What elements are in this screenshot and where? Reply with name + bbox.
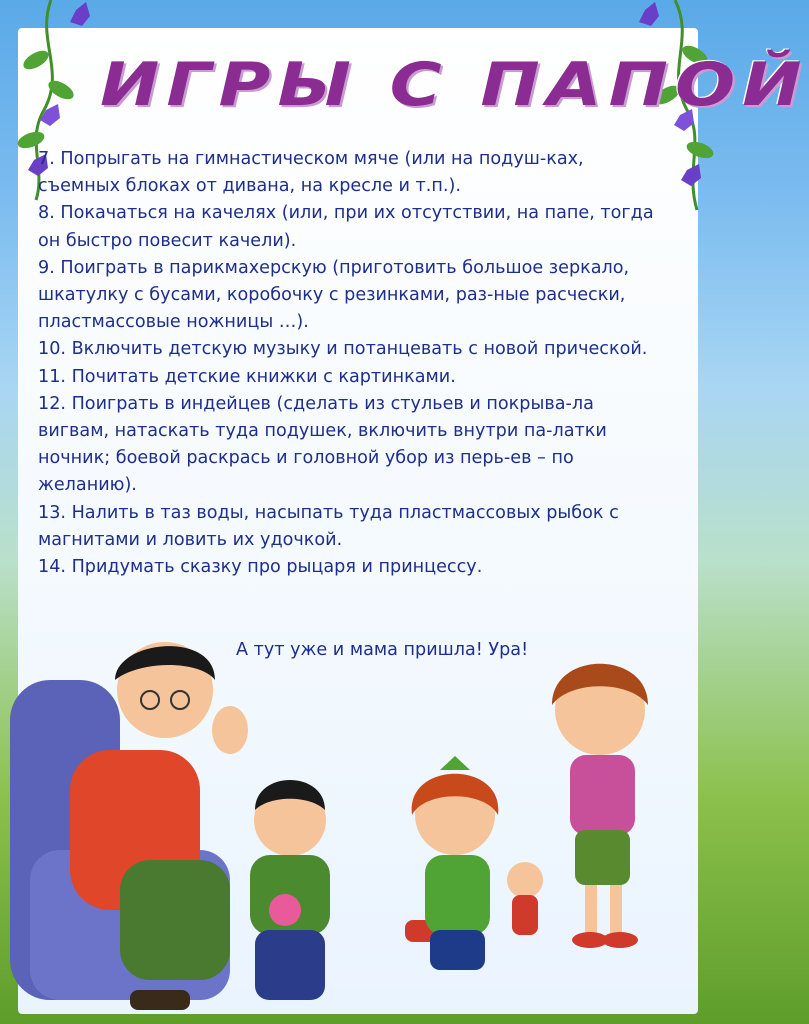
girl-with-doll-icon [405,756,543,970]
games-list [38,146,668,581]
list-item: 11. Почитать детские книжки с картинками. [38,366,456,387]
list-item: 7. Попрыгать на гимнастическом мяче (или на подуш-ках, съемных блоках от дивана, на кресле и т.п.). [38,149,584,197]
page-title: ИГРЫ С ПАПОЙ [100,50,809,120]
boy-standing-icon [552,664,648,948]
list-item: 14. Придумать сказку про рыцаря и принцессу. [38,557,483,578]
list-item: 8. Покачаться на качелях (или, при их отсутствии, на папе, тогда он быстро повесит качели). [38,203,654,251]
list-item: 12. Поиграть в индейцев (сделать из стульев и покрыва-ла вигвам, натаскать туда подушек, включить внутри па-латки ночник; боевой раскрась и головной убор из перь-ев – по желанию). [38,393,607,496]
ending-line: А тут уже и мама пришла! Ура! [236,640,529,660]
boy-with-toy-icon [250,780,330,1000]
list-item: 10. Включить детскую музыку и потанцевать с новой прической. [38,339,648,360]
list-item: 13. Налить в таз воды, насыпать туда пластмассовых рыбок с магнитами и ловить их удочкой. [38,502,619,550]
list-item: 9. Поиграть в парикмахерскую (приготовить большое зеркало, шкатулку с бусами, коробочку с резинками, раз-ные расчески, пластмассовые ножницы …). [38,257,630,333]
family-illustration [0,620,723,1024]
